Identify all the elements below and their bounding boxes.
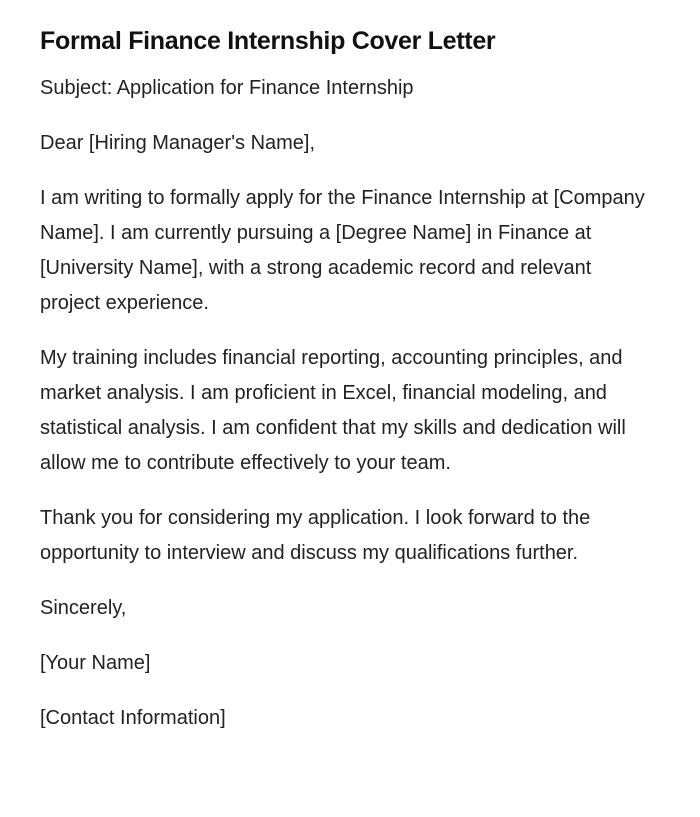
salutation: Dear [Hiring Manager's Name], <box>40 132 316 154</box>
signature-name: [Your Name] <box>40 652 151 674</box>
body-paragraph-intro: I am writing to formally apply for the Finance Internship at [Company Name]. I am currently pursuing a [Degree Name] in Finance at [University Name], with a strong academic record and relevant project experience. <box>40 187 645 314</box>
contact-information: [Contact Information] <box>40 707 226 729</box>
subject-line: Subject: Application for Finance Internship <box>40 77 414 99</box>
closing-line: Sincerely, <box>40 597 127 619</box>
body-paragraph-skills: My training includes financial reporting, accounting principles, and market analysis. I am proficient in Excel, financial modeling, and statistical analysis. I am confident that my skills and dedication will allow me to contribute effectively to your team. <box>40 347 626 474</box>
page-title: Formal Finance Internship Cover Letter <box>40 27 496 55</box>
cover-letter <box>40 24 650 756</box>
body-paragraph-closing: Thank you for considering my application. I look forward to the opportunity to interview and discuss my qualifications further. <box>40 507 591 564</box>
